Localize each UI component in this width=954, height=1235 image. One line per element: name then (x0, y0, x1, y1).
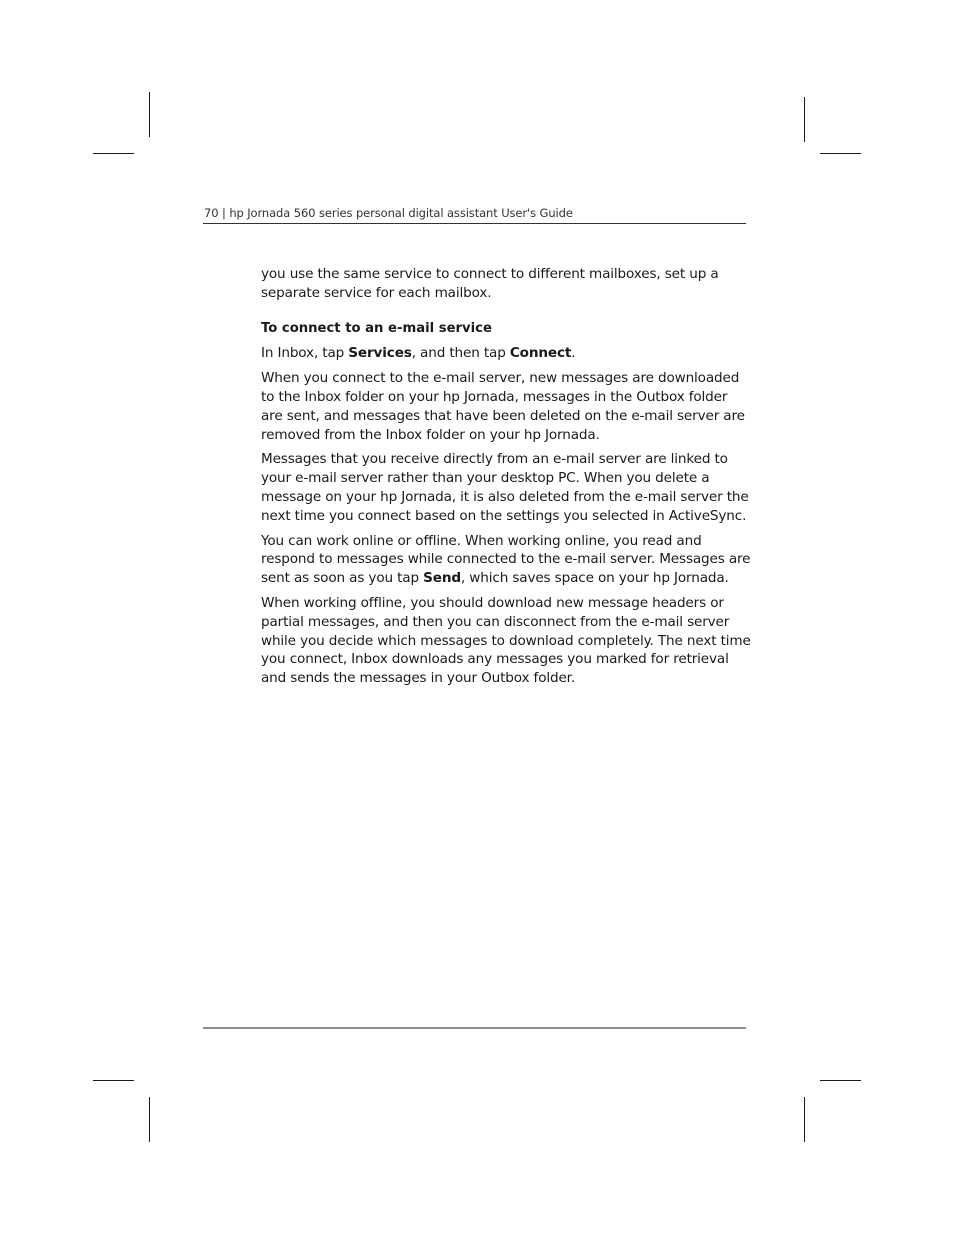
page-body (261, 265, 751, 694)
crop-mark-bottom-left-horizontal (93, 1080, 134, 1081)
step-middle: , and then tap (411, 345, 510, 362)
send-label: Send (423, 570, 461, 587)
step-connect-label: Connect (509, 345, 572, 362)
step-suffix: . (571, 345, 576, 362)
para3-after: , which saves space on your hp Jornada. (460, 570, 729, 587)
procedure-step (261, 344, 751, 363)
crop-mark-top-left-horizontal (93, 153, 134, 154)
paragraph-connect-server: When you connect to the e-mail server, new messages are downloaded to the Inbox folder on your hp Jornada, messages in the Outbox folder are sent, and messages that have been deleted on the e-mail server are removed from the Inbox folder on your hp Jornada. (261, 370, 745, 443)
paragraph-working-offline: When working offline, you should download new message headers or partial messages, and then you can disconnect from the e-mail server while you decide which messages to download completely. The next time you connect, Inbox downloads any messages you marked for retrieval and sends the messages in your Outbox folder. (261, 594, 751, 687)
footer-rule (203, 1027, 746, 1029)
crop-mark-top-right-vertical (804, 97, 805, 142)
crop-mark-top-right-horizontal (820, 153, 861, 154)
procedure-heading: To connect to an e-mail service (261, 320, 492, 336)
crop-mark-bottom-left-vertical (149, 1097, 150, 1142)
step-prefix: In Inbox, tap (261, 345, 349, 362)
intro-paragraph: you use the same service to connect to different mailboxes, set up a separate service for each mailbox. (261, 266, 719, 301)
paragraph-linked-messages: Messages that you receive directly from an e-mail server are linked to your e-mail server rather than your desktop PC. When you delete a message on your hp Jornada, it is also deleted from the e-mail server the next time you connect based on the settings you selected in ActiveSync. (261, 451, 749, 524)
para3-before: You can work online or offline. When working online, you read and respond to messages while connected to the e-mail server. Messages are sent as soon as you tap (261, 532, 751, 587)
paragraph-online-offline (261, 532, 751, 588)
crop-mark-bottom-right-horizontal (820, 1080, 861, 1081)
header-rule (203, 223, 746, 224)
crop-mark-top-left-vertical (149, 92, 150, 137)
crop-mark-bottom-right-vertical (804, 1097, 805, 1142)
running-header: 70 | hp Jornada 560 series personal digital assistant User's Guide (204, 206, 573, 220)
step-services-label: Services (348, 345, 412, 362)
